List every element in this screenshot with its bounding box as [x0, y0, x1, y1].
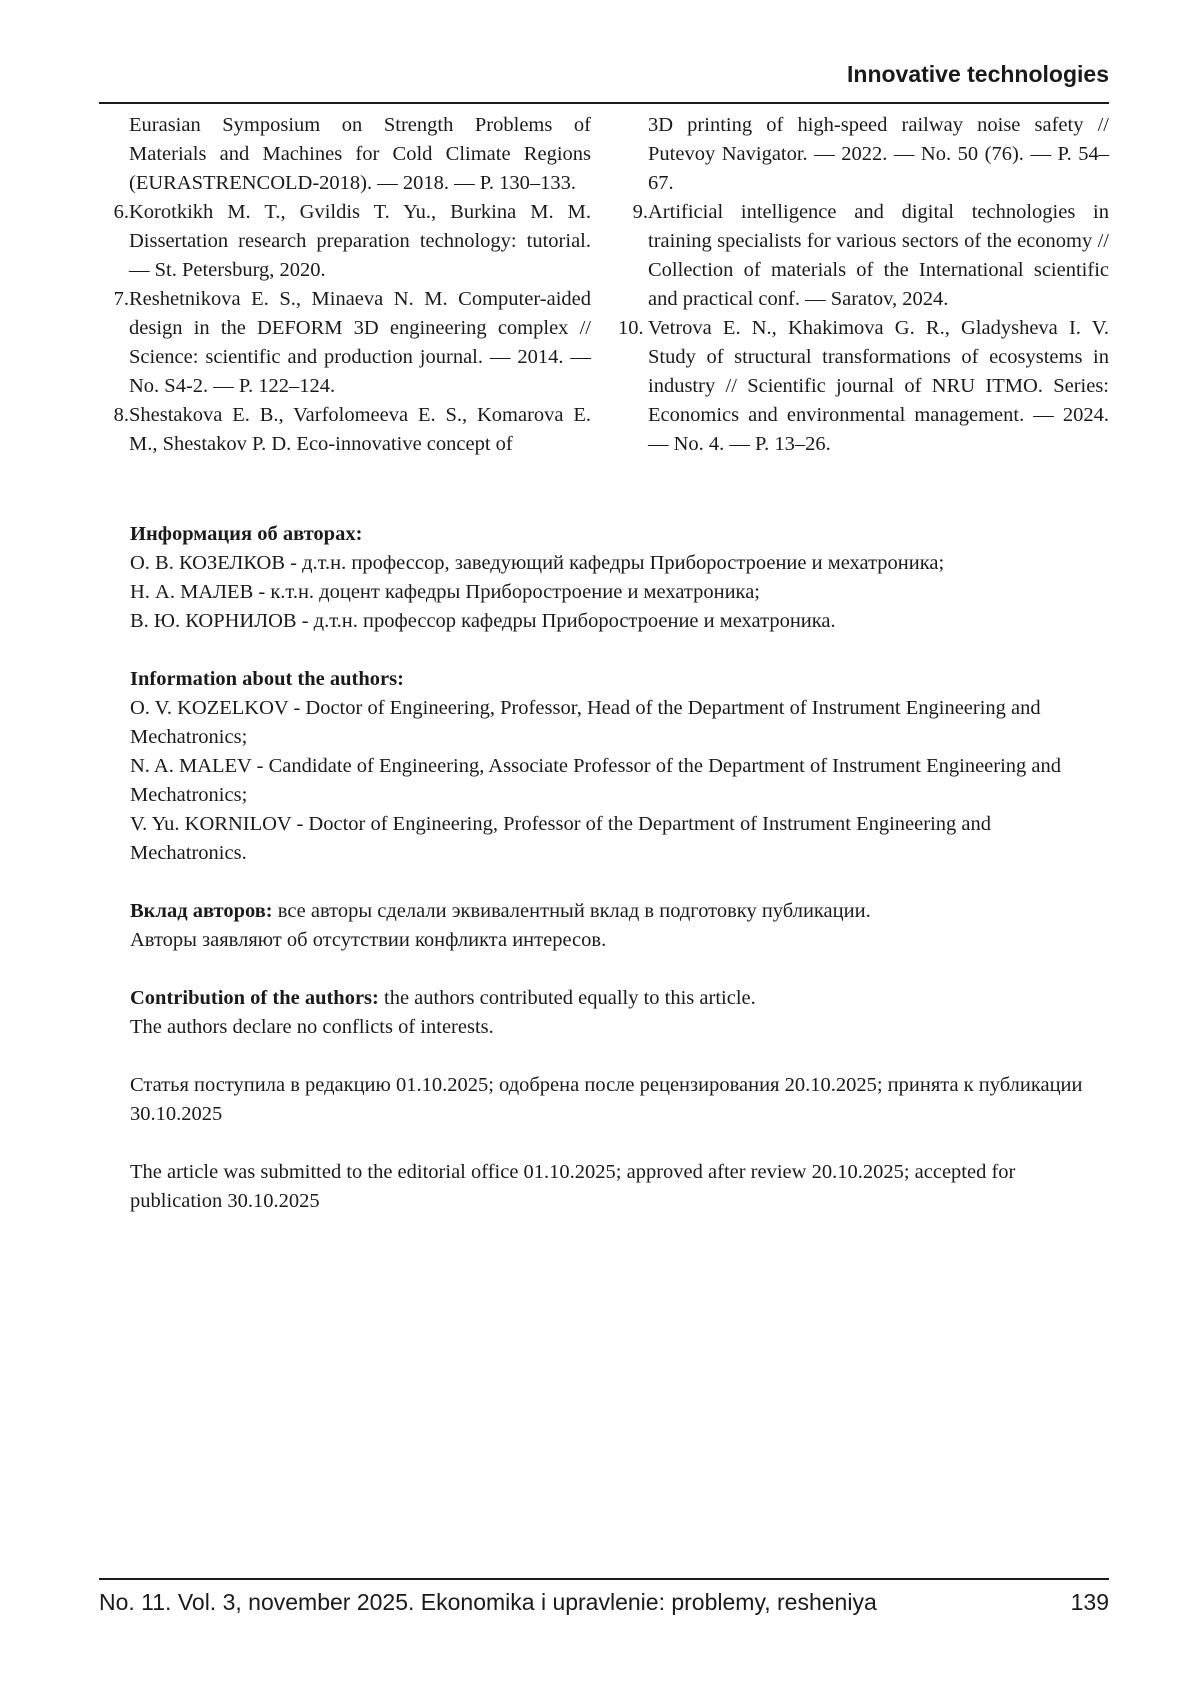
- reference-item: [99, 285, 591, 401]
- reference-text: Korotkikh M. T., Gvildis T. Yu., Burkina M. M. Dissertation research preparation technology: tutorial. — St. Petersburg, 2020.: [129, 201, 591, 281]
- dates-ru: Статья поступила в редакцию 01.10.2025; одобрена после рецензирования 20.10.2025; принята к публикации 30.10.2025: [130, 1074, 1083, 1125]
- running-header: Innovative technologies: [847, 61, 1109, 87]
- author-en-line: V. Yu. KORNILOV - Doctor of Engineering, Professor of the Department of Instrument Engineering and Mechatronics.: [130, 813, 991, 864]
- reference-item: [99, 198, 591, 285]
- contribution-en-text: the authors contributed equally to this article.: [378, 987, 756, 1009]
- contribution-ru-text: все авторы сделали эквивалентный вклад в подготовку публикации.: [272, 900, 871, 922]
- reference-continuation: 3D printing of high-speed railway noise safety // Putevoy Navigator. — 2022. — No. 50 (76). — P. 54–67.: [648, 114, 1109, 194]
- journal-citation: No. 11. Vol. 3, november 2025. Ekonomika i upravlenie: problemy, resheniya: [99, 1589, 877, 1615]
- references-left-column: [99, 111, 591, 459]
- running-footer: [99, 1588, 1109, 1616]
- contribution-ru: [130, 897, 1110, 926]
- reference-number: 8.: [113, 404, 129, 426]
- header-rule: [99, 102, 1109, 104]
- reference-number: 9.: [632, 201, 648, 223]
- conflict-ru: Авторы заявляют об отсутствии конфликта интересов.: [130, 929, 607, 951]
- author-en-line: N. A. MALEV - Candidate of Engineering, Associate Professor of the Department of Instrument Engineering and Mechatronics;: [130, 755, 1062, 806]
- article-info-block: [130, 520, 1110, 1216]
- contribution-en-label: Contribution of the authors:: [130, 987, 379, 1009]
- page-number: 139: [1070, 1589, 1109, 1615]
- reference-continuation: Eurasian Symposium on Strength Problems of Materials and Machines for Cold Climate Regions (EURASTRENCOLD-2018). — 2018. — P. 130–133.: [129, 114, 591, 194]
- reference-item: [618, 314, 1109, 459]
- author-en-line: O. V. KOZELKOV - Doctor of Engineering, Professor, Head of the Department of Instrument Engineering and Mechatronics;: [130, 697, 1041, 748]
- reference-text: Artificial intelligence and digital technologies in training specialists for various sectors of the economy // Collection of materials of the International scientific and practical conf. — Saratov, 2024.: [648, 201, 1109, 310]
- reference-item: [99, 401, 591, 459]
- author-ru-line: В. Ю. КОРНИЛОВ - д.т.н. профессор кафедры Приборостроение и мехатроника.: [130, 610, 836, 632]
- reference-text: Reshetnikova E. S., Minaeva N. M. Computer-aided design in the DEFORM 3D engineering complex // Science: scientific and production journal. — 2014. — No. S4-2. — P. 122–124.: [129, 288, 591, 397]
- reference-number: 10.: [618, 317, 644, 339]
- reference-text: Shestakova E. B., Varfolomeeva E. S., Komarova E. M., Shestakov P. D. Eco-innovative concept of: [129, 404, 591, 455]
- reference-text: Vetrova E. N., Khakimova G. R., Gladysheva I. V. Study of structural transformations of ecosystems in industry // Scientific journal of NRU ITMO. Series: Economics and environmental management. — 2024. — No. 4. — P. 13–26.: [648, 317, 1109, 455]
- reference-number: 6.: [113, 201, 129, 223]
- authors-ru-heading: Информация об авторах:: [130, 523, 363, 545]
- conflict-en: The authors declare no conflicts of interests.: [130, 1016, 494, 1038]
- contribution-en: [130, 984, 1110, 1013]
- reference-number: 7.: [113, 288, 129, 310]
- references-right-column: [618, 111, 1109, 459]
- contribution-ru-label: Вклад авторов:: [130, 900, 273, 922]
- reference-item: [618, 198, 1109, 314]
- author-ru-line: Н. А. МАЛЕВ - к.т.н. доцент кафедры Приборостроение и мехатроника;: [130, 581, 760, 603]
- dates-en: The article was submitted to the editorial office 01.10.2025; approved after review 20.10.2025; accepted for publication 30.10.2025: [130, 1161, 1016, 1212]
- footer-rule: [99, 1578, 1109, 1580]
- author-ru-line: О. В. КОЗЕЛКОВ - д.т.н. профессор, заведующий кафедры Приборостроение и мехатроника;: [130, 552, 945, 574]
- authors-en-heading: Information about the authors:: [130, 668, 404, 690]
